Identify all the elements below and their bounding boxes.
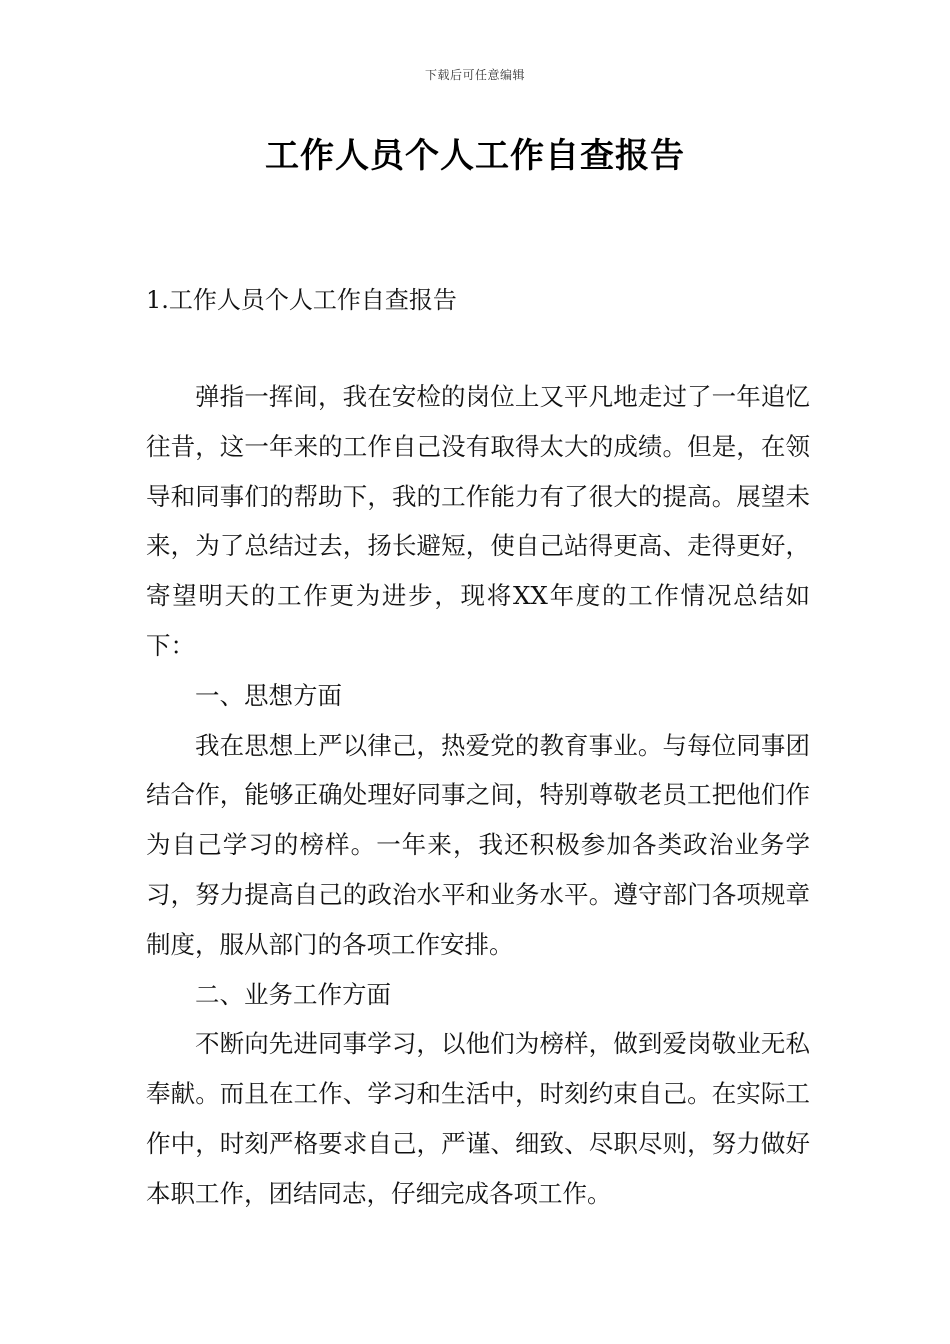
paragraph-thought: 我在思想上严以律己，热爱党的教育事业。与每位同事团结合作，能够正确处理好同事之间，特别尊敬老员工把他们作为自己学习的榜样。一年来，我还积极参加各类政治业务学习，努力提高自己的政治水平和业务水平。遵守部门各项规章制度，服从部门的各项工作安排。 bbox=[146, 730, 810, 959]
subheading-thought: 一、思想方面 bbox=[195, 680, 342, 710]
section-heading: 1.工作人员个人工作自查报告 bbox=[146, 286, 457, 314]
header-note: 下载后可任意编辑 bbox=[424, 68, 525, 82]
document-title: 工作人员个人工作自查报告 bbox=[265, 136, 685, 176]
paragraph-intro: 弹指一挥间，我在安检的岗位上又平凡地走过了一年追忆往昔，这一年来的工作自己没有取得太大的成绩。但是，在领导和同事们的帮助下，我的工作能力有了很大的提高。展望未来，为了总结过去，扬长避短，使自己站得更高、走得更好，寄望明天的工作更为进步，现将XX年度的工作情况总结如下： bbox=[146, 382, 810, 660]
subheading-work: 二、业务工作方面 bbox=[195, 979, 391, 1009]
document-body bbox=[146, 372, 810, 1219]
paragraph-work: 不断向先进同事学习，以他们为榜样，做到爱岗敬业无私奉献。而且在工作、学习和生活中，时刻约束自己。在实际工作中，时刻严格要求自己，严谨、细致、尽职尽则，努力做好本职工作，团结同志，仔细完成各项工作。 bbox=[146, 1029, 810, 1208]
